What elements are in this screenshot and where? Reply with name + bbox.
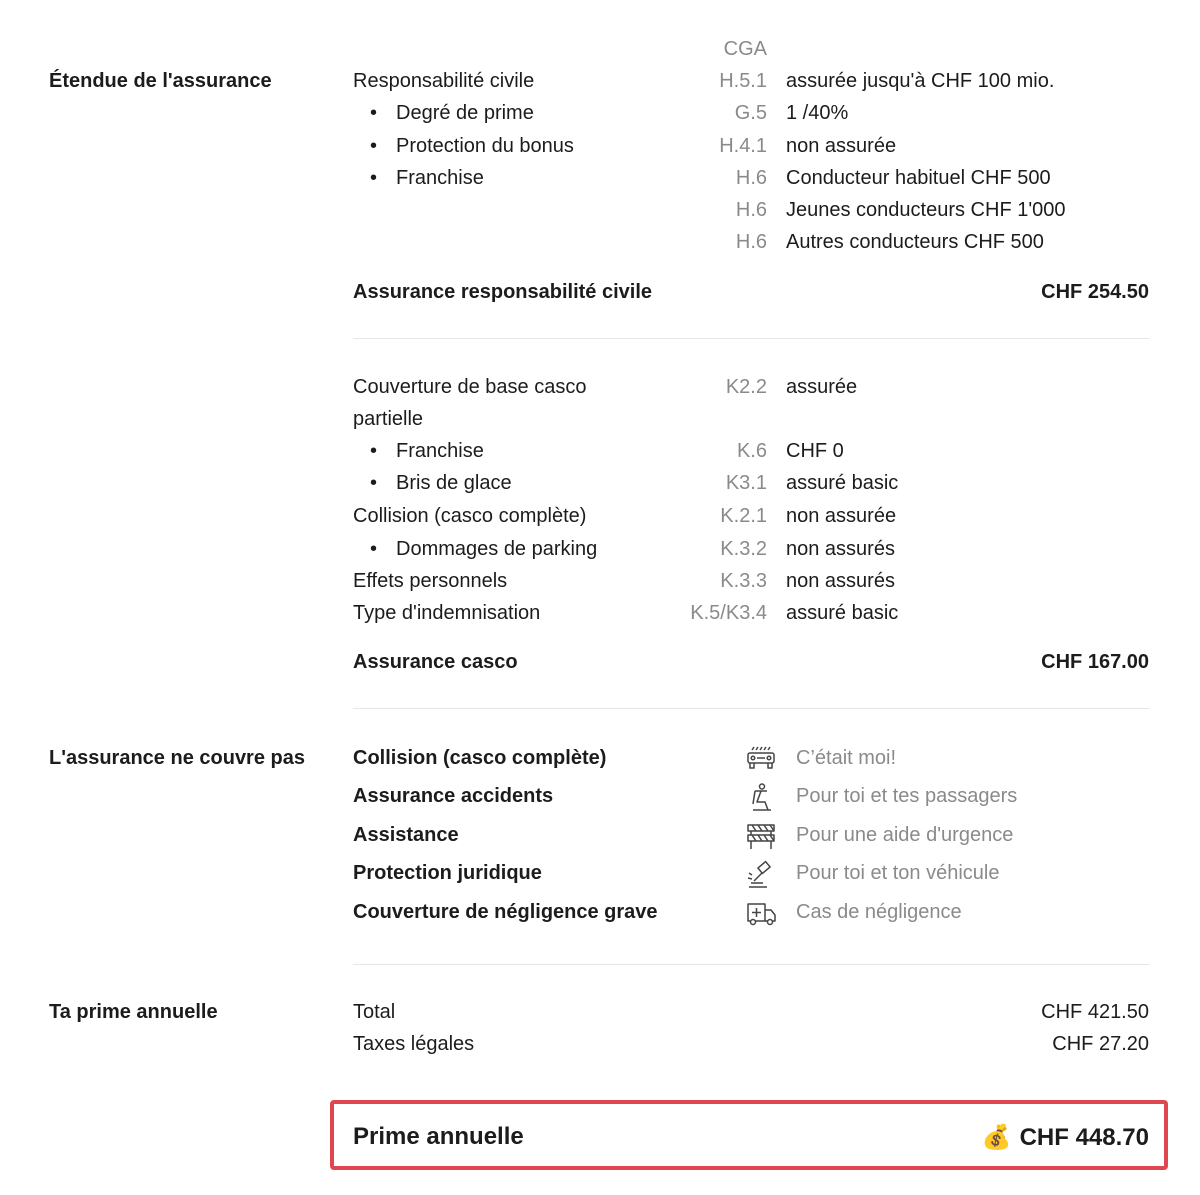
row-code: K.6 [736,440,767,462]
row-value: assuré basic [786,602,899,624]
section-label-not-covered: L'assurance ne couvre pas [49,747,305,769]
taxes-amount: CHF 27.20 [1052,1033,1149,1055]
not-covered-label: Protection juridique [353,862,542,884]
seated-person-icon [745,782,777,812]
ambulance-icon [745,898,777,928]
bullet: • [370,135,378,157]
premium-total-amount: CHF 421.50 [1041,1001,1149,1023]
row-label: Degré de prime [396,102,534,124]
row-code: G.5 [734,102,767,124]
premium-total-label: Total [353,1001,396,1023]
money-bag-icon: 💰 [981,1124,1012,1151]
not-covered-desc: C’était moi! [796,747,897,769]
row-code: H.5.1 [719,70,767,92]
row-value: 1 /40% [786,102,849,124]
bullet: • [370,472,378,494]
car-collision-icon [745,744,777,774]
row-code: K.5/K3.4 [690,602,767,624]
liability-total-amount: CHF 254.50 [1041,281,1149,303]
row-value: Jeunes conducteurs CHF 1'000 [786,199,1066,221]
row-value: non assurée [786,505,897,527]
row-value: assurée [786,376,858,398]
row-label: Bris de glace [396,472,512,494]
row-value: assuré basic [786,472,899,494]
row-value: non assurée [786,135,897,157]
not-covered-desc: Pour une aide d'urgence [796,824,1014,846]
row-code: K3.1 [725,472,767,494]
row-label: partielle [353,408,424,430]
annual-premium-amount-group [982,1123,1149,1152]
row-code: K.3.3 [720,570,767,592]
annual-premium-amount: CHF 448.70 [1019,1124,1149,1151]
not-covered-desc: Cas de négligence [796,901,962,923]
row-value: Autres conducteurs CHF 500 [786,231,1044,253]
not-covered-label: Assistance [353,824,459,846]
row-code: K.3.2 [720,538,767,560]
row-value: non assurés [786,570,895,592]
liability-total-label: Assurance responsabilité civile [353,281,653,303]
section-label-premium: Ta prime annuelle [49,1001,218,1023]
row-label: Type d'indemnisation [353,602,541,624]
bullet: • [370,167,378,189]
not-covered-label: Assurance accidents [353,785,554,807]
not-covered-desc: Pour toi et ton véhicule [796,862,1000,884]
divider [353,964,1149,965]
row-value: Conducteur habituel CHF 500 [786,167,1051,189]
casco-total-label: Assurance casco [353,651,518,673]
bullet: • [370,102,378,124]
bullet: • [370,440,378,462]
bullet: • [370,538,378,560]
annual-premium-label: Prime annuelle [353,1123,524,1150]
divider [353,338,1149,339]
section-label-coverage: Étendue de l'assurance [49,70,272,92]
row-label: Collision (casco complète) [353,505,587,527]
not-covered-label: Couverture de négligence grave [353,901,658,923]
roadblock-icon [745,821,777,851]
taxes-label: Taxes légales [353,1033,475,1055]
row-label: Protection du bonus [396,135,574,157]
casco-total-amount: CHF 167.00 [1041,651,1149,673]
row-label: Responsabilité civile [353,70,535,92]
divider [353,708,1149,709]
row-code: K2.2 [725,376,767,398]
row-code: H.6 [735,231,767,253]
row-label: Effets personnels [353,570,508,592]
row-label: Couverture de base casco [353,376,587,398]
gavel-icon [745,859,777,889]
row-code: H.4.1 [719,135,767,157]
row-value: assurée jusqu'à CHF 100 mio. [786,70,1055,92]
not-covered-label: Collision (casco complète) [353,747,607,769]
row-value: non assurés [786,538,895,560]
row-label: Franchise [396,440,484,462]
row-value: CHF 0 [786,440,844,462]
row-label: Franchise [396,167,484,189]
cga-header: CGA [723,38,767,60]
row-code: H.6 [735,167,767,189]
row-code: H.6 [735,199,767,221]
row-label: Dommages de parking [396,538,598,560]
not-covered-desc: Pour toi et tes passagers [796,785,1018,807]
row-code: K.2.1 [720,505,767,527]
